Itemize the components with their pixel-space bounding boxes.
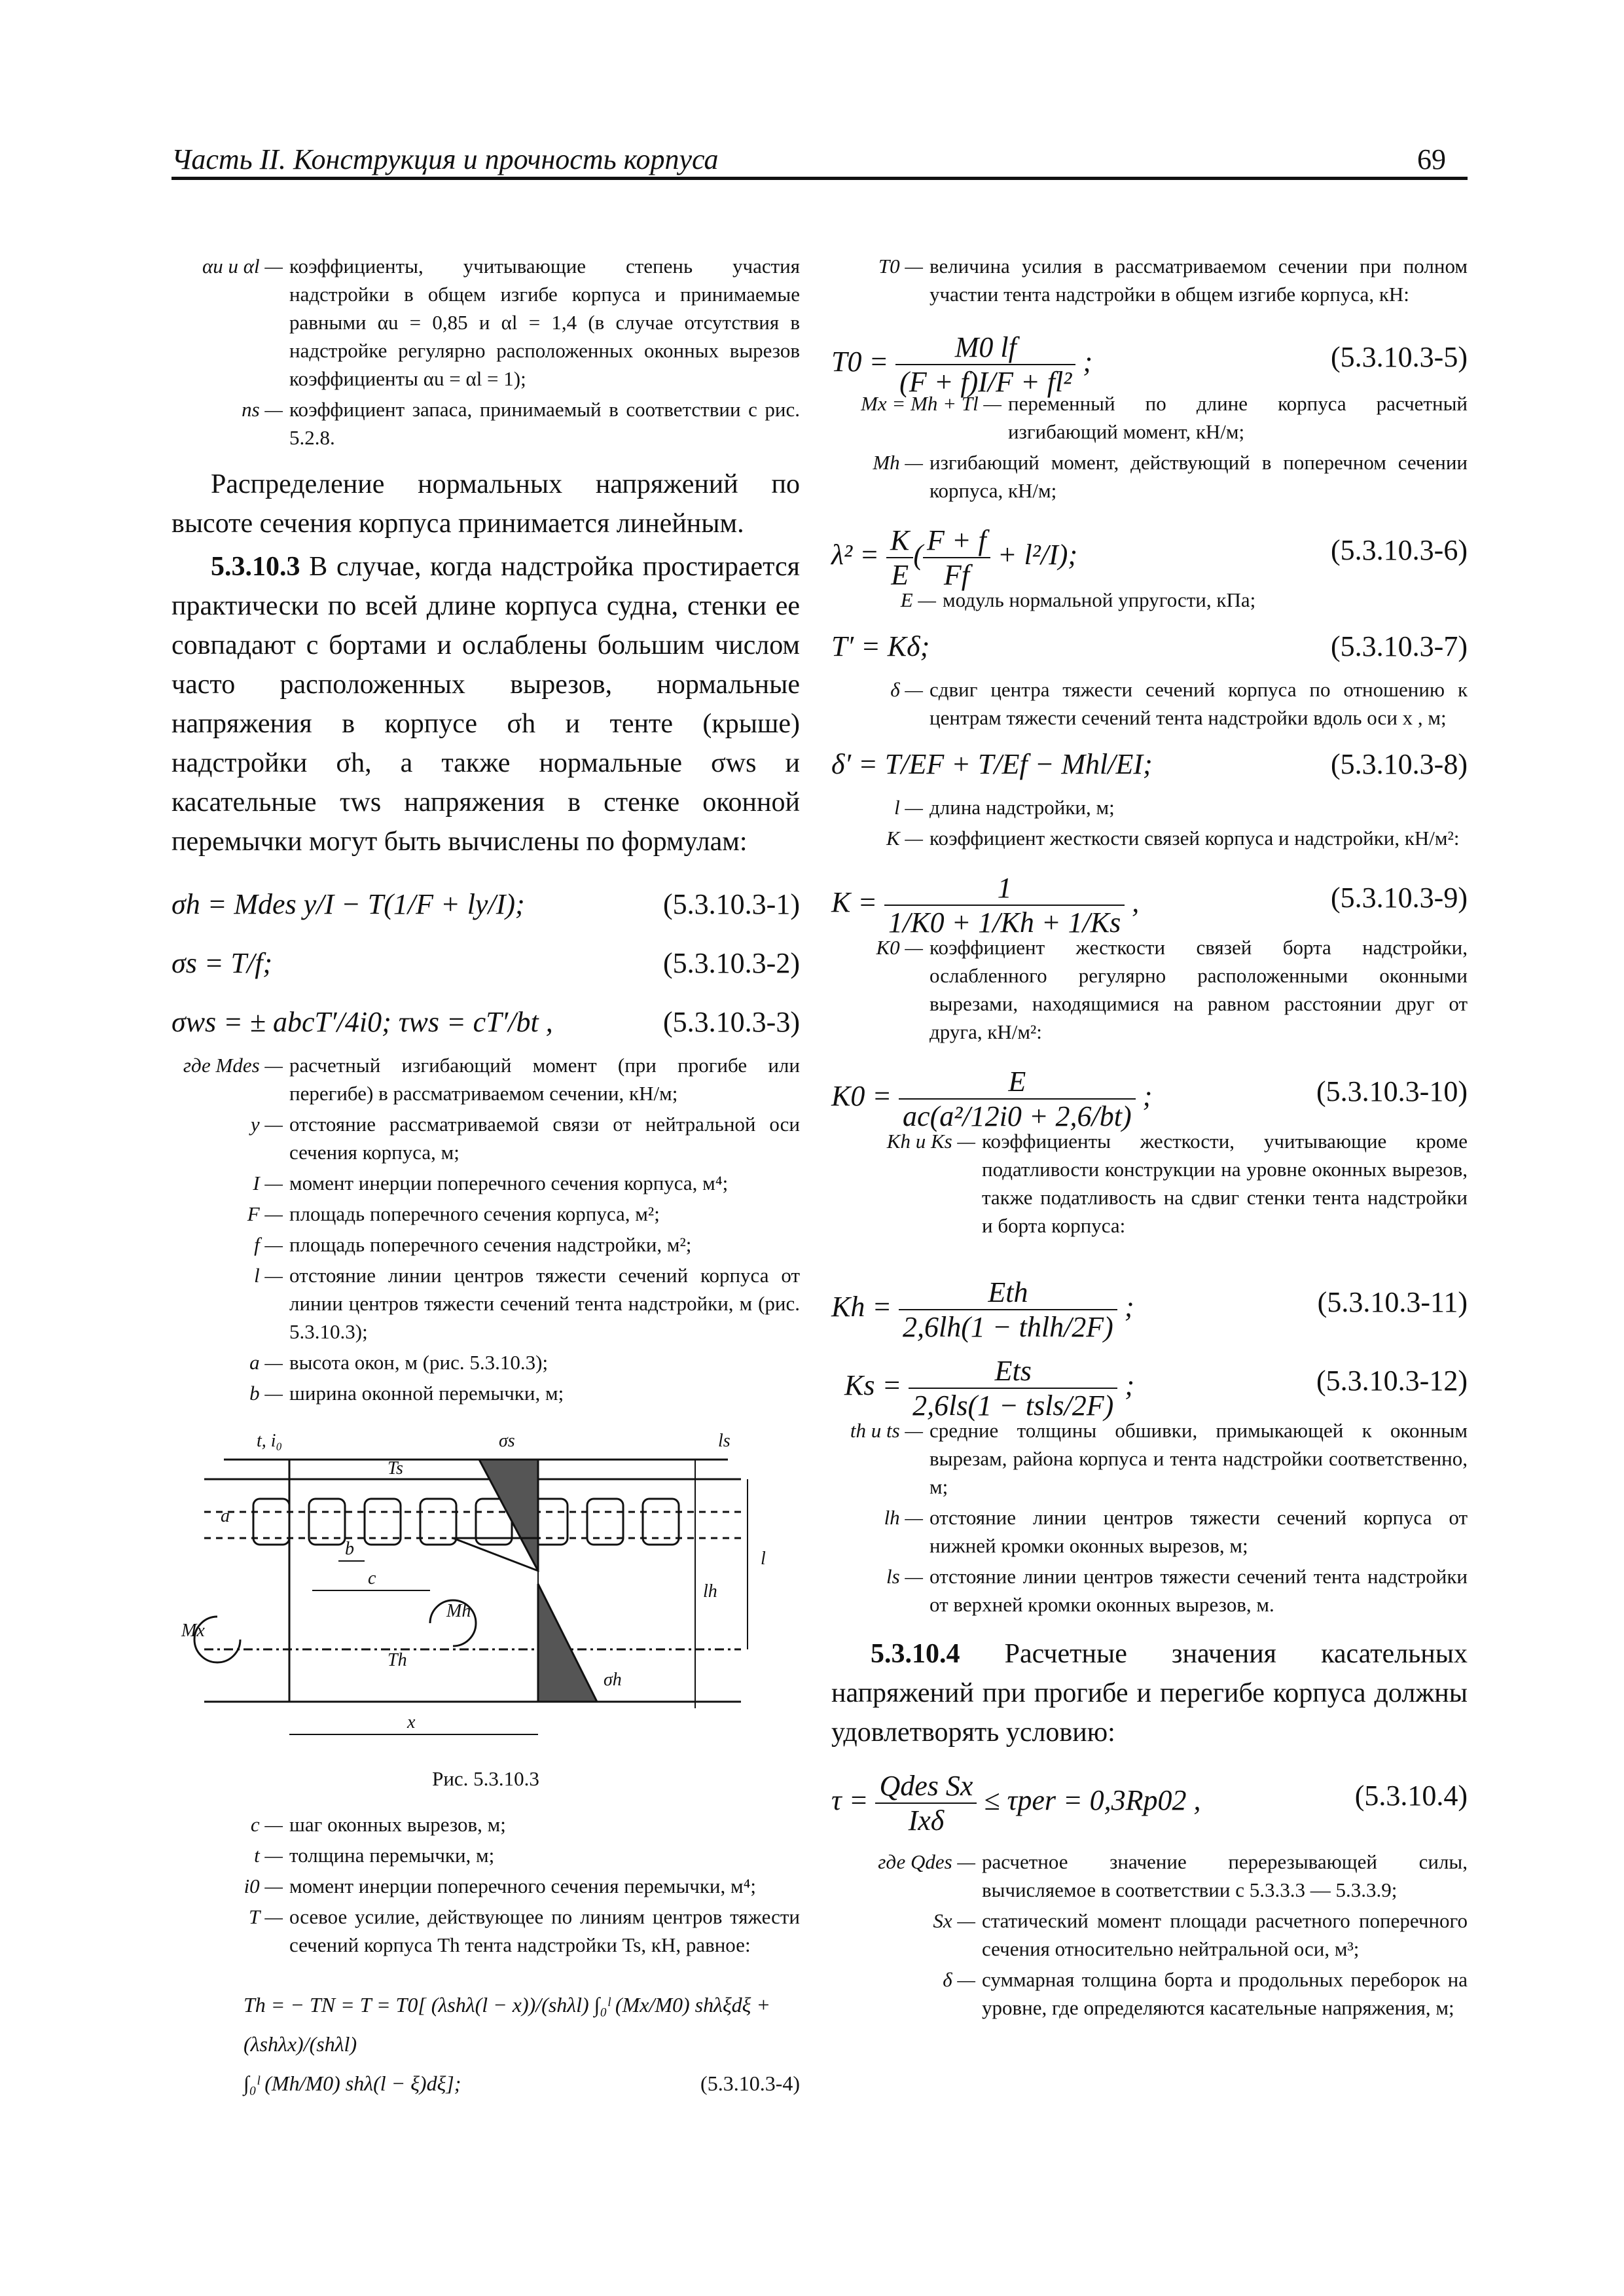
formula-4-line-2: ∫₀ˡ (Mh/M0) shλ(l − ξ)dξ]; xyxy=(244,2072,461,2095)
definition: где Mdes — расчетный изгибающий момент (при прогибе или перегибе) в рассматриваемом сечении, кН/м; xyxy=(183,1054,800,1105)
defs-mid xyxy=(171,1051,800,1407)
definition: ns — коэффициент запаса, принимаемый в соответствии с рис. 5.2.8. xyxy=(242,398,800,449)
definition: lh — отстояние линии центров тяжести сечений корпуса от нижней кромки оконных вырезов, м; xyxy=(884,1506,1468,1557)
formula-10: K0 = $\frac{E}{\text{ac(a²/12i0 + 2,6/bt)}}$ ; (5.3.10.3-10) xyxy=(831,1066,1468,1132)
paragraph-5-3-10-3: 5.3.10.3 В случае, когда надстройка простирается практически по всей длине корпуса судна, стенки ее совпадают с бортами и ослаблены большим числом часто расположенных вырезов, нормальные напряжения в корпусе σh и тенте (крыше) надстройки σh, а также нормальные σws и касательные τws напряжения в стенке оконной перемычки могут быть вычислены по формулам: xyxy=(171,552,800,857)
stress-diagram-sigma-s xyxy=(479,1460,538,1571)
definition: Kh и Ks — коэффициенты жесткости, учитывающие кроме податливости конструкции на уровне оконных вырезов, также податливость на сдвиг стенки тента надстройки и борта корпуса: xyxy=(886,1130,1468,1237)
definition: c — шаг оконных вырезов, м; xyxy=(250,1813,506,1836)
definition: δ — сдвиг центра тяжести сечений корпуса по отношению к центрам тяжести сечений тента надстройки вдоль оси x , м; xyxy=(890,678,1468,729)
formula-9: K = $\frac{1}{1/K0 + 1/Kh + 1/Ks}$ , (5.3.10.3-9) xyxy=(831,872,1468,939)
label-Mh: Mh xyxy=(446,1601,471,1621)
label-a: a xyxy=(221,1506,230,1526)
figure-5-3-10-3 xyxy=(171,1420,800,1761)
running-header: Часть II. Конструкция и прочность корпуса xyxy=(171,143,719,175)
definition: F — площадь поперечного сечения корпуса, м²; xyxy=(247,1202,660,1225)
label-l: l xyxy=(761,1549,766,1569)
definition: Mh — изгибающий момент, действующий в поперечном сечении корпуса, кН/м; xyxy=(873,451,1468,502)
label-ls: ls xyxy=(718,1431,731,1451)
stress-diagram-sigma-h xyxy=(538,1584,597,1702)
label-c: c xyxy=(368,1568,376,1588)
definition: αu и αl — коэффициенты, учитывающие степень участия надстройки в общем изгибе корпуса и принимаемые равными αu = 0,85 и αl = 1,4 (в случае отсутствия в надстройке регулярно расположенных оконных вырезов коэффициенты αu = αl = 1); xyxy=(202,255,800,390)
paragraph-5-3-10-4: 5.3.10.4 Расчетные значения касательных напряжений при прогибе и перегибе корпуса должны удовлетворять условию: xyxy=(831,1639,1468,1748)
definition: I — момент инерции поперечного сечения корпуса, м⁴; xyxy=(253,1172,729,1194)
formula-4-line-1: Th = − TN = T = T0[ (λshλ(l − x))/(shλl) ∫₀ˡ (Mx/M0) shλξdξ + (λshλx)/(shλl) xyxy=(244,1993,770,2056)
label-x: x xyxy=(407,1712,416,1732)
formula-6: λ² = $\frac{K}{E}$ ( $\frac{F + f}{Ff}$ + l²/I); (5.3.10.3-6) xyxy=(831,524,1468,591)
label-t-io: t, i₀ xyxy=(257,1431,283,1451)
definition: l — отстояние линии центров тяжести сечений корпуса от линии центров тяжести сечений тента надстройки, м (рис. 5.3.10.3); xyxy=(254,1264,800,1343)
definition: Sx — статический момент площади расчетного поперечного сечения относительно нейтральной оси, м³; xyxy=(933,1909,1468,1960)
formula-13: τ = $\frac{\text{Qdes Sx}}{\text{Ixδ}}$ ≤ τper = 0,3Rp02 , (5.3.10.4) xyxy=(831,1770,1468,1837)
formula-4 xyxy=(171,1985,800,2103)
right-column xyxy=(831,252,1468,2024)
definition: l — длина надстройки, м; xyxy=(894,796,1115,819)
figure-caption: Рис. 5.3.10.3 xyxy=(432,1767,539,1790)
definition: K0 — коэффициент жесткости связей борта надстройки, ослабленного регулярно расположенными оконными вырезами, находящимися на равном расстоянии друг от друга, кН/м²: xyxy=(876,936,1468,1043)
definition: f — площадь поперечного сечения надстройки, м²; xyxy=(254,1233,692,1256)
formula-8: δ′ = T/EF + T/Ef − Mhl/EI; (5.3.10.3-8) xyxy=(831,748,1468,780)
label-sigma-h: σh xyxy=(604,1670,622,1690)
formula-7: T′ = Kδ; (5.3.10.3-7) xyxy=(831,630,1468,662)
page-number: 69 xyxy=(1417,143,1446,175)
formula-2: σs = T/f; (5.3.10.3-2) xyxy=(171,947,800,979)
definition: a — высота окон, м (рис. 5.3.10.3); xyxy=(249,1351,549,1374)
definition: T — осевое усилие, действующее по линиям центров тяжести сечений корпуса Th тента надстройки Ts, кН, равное: xyxy=(249,1905,800,1956)
formula-12: Ks = $\frac{\text{Ets}}{\text{2,6ls(1 − tsls/2F)}}$ ; (5.3.10.3-12) xyxy=(844,1355,1468,1422)
definition: E — модуль нормальной упругости, кПа; xyxy=(900,588,1256,611)
definition: где Qdes — расчетное значение перерезывающей силы, вычисляемое в соответствии с 5.3.3.3 — 5.3.3.9; xyxy=(878,1850,1468,1901)
formula-4-number: (5.3.10.3-4) xyxy=(700,2072,800,2095)
definition: t — толщина перемычки, м; xyxy=(254,1844,495,1867)
defs-bot xyxy=(171,1810,800,1959)
definition: K — коэффициент жесткости связей корпуса и надстройки, кН/м²: xyxy=(886,827,1460,850)
definition: th и ts — средние толщины обшивки, примыкающей к оконным вырезам, района корпуса и тента надстройки соответственно, м; xyxy=(850,1419,1468,1498)
definition: δ — суммарная толщина борта и продольных переборок на уровне, где определяются касательные напряжения, м; xyxy=(943,1968,1468,2019)
definition: i0 — момент инерции поперечного сечения перемычки, м⁴; xyxy=(244,1874,757,1897)
hull-section-diagram xyxy=(171,1420,800,1761)
label-Mx: Mx xyxy=(181,1621,205,1641)
formula-5: T0 = $\frac{M0 lf}{\text{(F + f)I/F + fl²}}$ ; (5.3.10.3-5) xyxy=(831,331,1468,398)
formula-11: Kh = $\frac{\text{Eth}}{\text{2,6lh(1 − thlh/2F)}}$ ; (5.3.10.3-11) xyxy=(831,1276,1468,1343)
formula-3: σws = ± abcT′/4i0; τws = cT′/bt , (5.3.10.3-3) xyxy=(171,1006,800,1038)
label-lh: lh xyxy=(703,1581,717,1602)
definition: y — отстояние рассматриваемой связи от нейтральной оси сечения корпуса, м; xyxy=(250,1113,800,1164)
definition: b — ширина оконной перемычки, м; xyxy=(249,1382,564,1405)
formula-1: σh = Mdes y/I − T(1/F + ly/I); (5.3.10.3-1) xyxy=(171,888,800,920)
definition: T0 — величина усилия в рассматриваемом сечении при полном участии тента надстройки в общем изгибе корпуса, кН: xyxy=(878,255,1468,306)
left-column xyxy=(171,252,800,2103)
label-b: b xyxy=(345,1539,354,1559)
paragraph: Распределение нормальных напряжений по высоте сечения корпуса принимается линейным. xyxy=(171,469,800,539)
label-sigma-s: σs xyxy=(499,1431,515,1451)
label-Ts: Ts xyxy=(388,1458,403,1479)
label-Th: Th xyxy=(388,1650,407,1670)
definition: Mx = Mh + Tl — переменный по длине корпуса расчетный изгибающий момент, кН/м; xyxy=(861,392,1468,443)
defs-top xyxy=(171,252,800,452)
definition: ls — отстояние линии центров тяжести сечений тента надстройки от верхней кромки оконных вырезов, м. xyxy=(886,1565,1468,1616)
header-rule xyxy=(171,177,1468,180)
